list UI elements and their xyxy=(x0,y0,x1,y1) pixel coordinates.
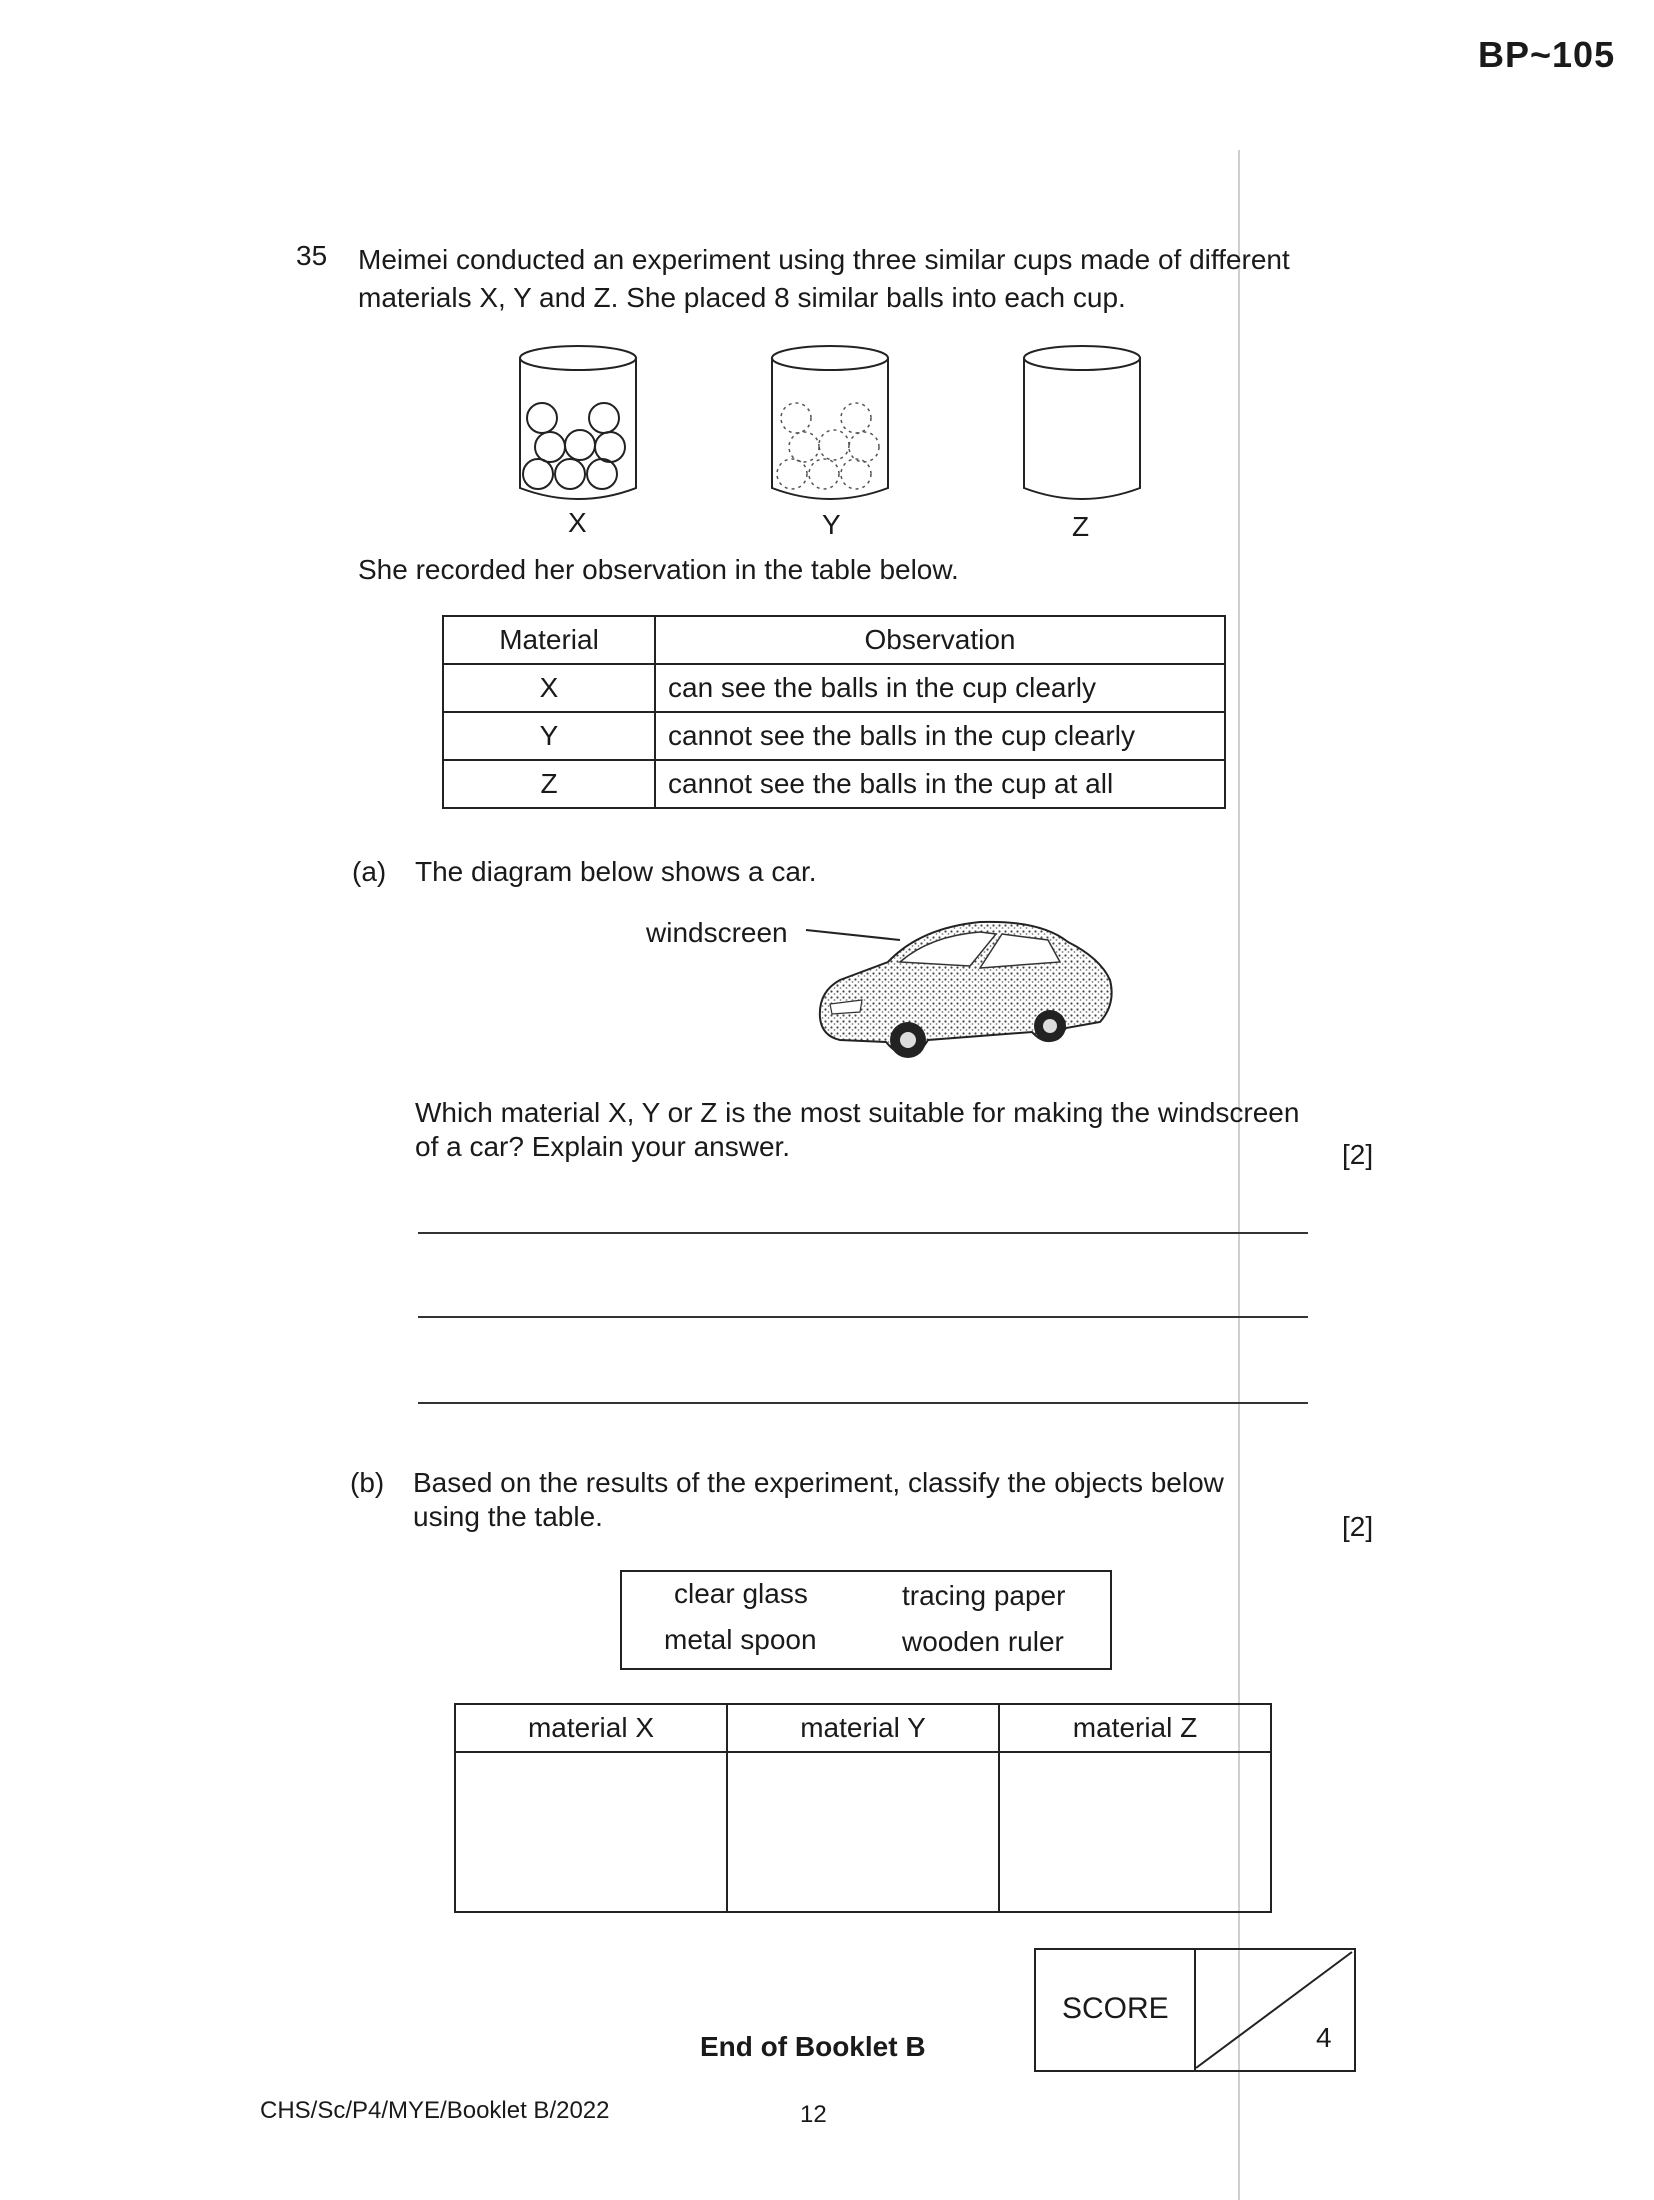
part-a-label: (a) xyxy=(352,856,387,887)
header-material: Material xyxy=(443,616,655,664)
part-b-text-line2: using the table. xyxy=(413,1501,603,1532)
question-intro-line2: materials X, Y and Z. She placed 8 similar balls into each cup. xyxy=(358,282,1126,313)
page-number: 12 xyxy=(800,2101,827,2128)
classification-header-row xyxy=(455,1704,1271,1752)
answer-line-2[interactable] xyxy=(418,1316,1308,1318)
part-a-marks: [2] xyxy=(1342,1139,1374,1170)
row-material: Y xyxy=(443,712,655,760)
classification-table xyxy=(454,1703,1272,1913)
part-a-text: The diagram below shows a car. xyxy=(415,856,817,887)
header-observation: Observation xyxy=(655,616,1225,664)
header-material-x: material X xyxy=(455,1704,727,1752)
cup-z xyxy=(1024,346,1140,499)
row-observation: cannot see the balls in the cup at all xyxy=(655,760,1225,808)
row-material: X xyxy=(443,664,655,712)
header-material-y: material Y xyxy=(727,1704,999,1752)
answer-cell-material-x[interactable] xyxy=(455,1752,727,1912)
question-intro-line1: Meimei conducted an experiment using three similar cups made of different xyxy=(358,244,1290,275)
part-b-label: (b) xyxy=(350,1467,385,1498)
windscreen-pointer xyxy=(806,930,900,940)
score-total: 4 xyxy=(1316,2022,1332,2053)
row-observation: can see the balls in the cup clearly xyxy=(655,664,1225,712)
object-item: clear glass xyxy=(674,1578,808,1609)
cup-y xyxy=(772,346,888,499)
end-of-booklet: End of Booklet B xyxy=(700,2031,926,2062)
answer-line-3[interactable] xyxy=(418,1402,1308,1404)
answer-line-1[interactable] xyxy=(418,1232,1308,1234)
cup-label-x: X xyxy=(568,507,587,538)
answer-cell-material-z[interactable] xyxy=(999,1752,1271,1912)
object-item: tracing paper xyxy=(902,1580,1066,1611)
object-item: metal spoon xyxy=(664,1624,817,1655)
observation-table xyxy=(442,615,1226,809)
question-number: 35 xyxy=(296,240,328,271)
windscreen-label: windscreen xyxy=(646,917,788,948)
footer-code: CHS/Sc/P4/MYE/Booklet B/2022 xyxy=(260,2097,610,2124)
classification-answer-row xyxy=(455,1752,1271,1912)
table-row xyxy=(443,664,1225,712)
part-a-question-line2: of a car? Explain your answer. xyxy=(415,1131,791,1162)
table-intro: She recorded her observation in the table below. xyxy=(358,554,959,585)
objects-box xyxy=(620,1570,1112,1670)
part-a-question-line1: Which material X, Y or Z is the most suitable for making the windscreen xyxy=(415,1097,1300,1128)
answer-cell-material-y[interactable] xyxy=(727,1752,999,1912)
header-material-z: material Z xyxy=(999,1704,1271,1752)
score-box xyxy=(1034,1948,1356,2072)
observation-table-header xyxy=(443,616,1225,664)
part-b-text-line1: Based on the results of the experiment, classify the objects below xyxy=(413,1467,1224,1498)
table-row xyxy=(443,712,1225,760)
score-label: SCORE xyxy=(1062,1992,1169,2025)
part-b-marks: [2] xyxy=(1342,1511,1374,1542)
cup-label-z: Z xyxy=(1072,511,1090,542)
row-observation: cannot see the balls in the cup clearly xyxy=(655,712,1225,760)
cup-x xyxy=(520,346,636,499)
car-illustration xyxy=(800,900,1130,1080)
table-row xyxy=(443,760,1225,808)
row-material: Z xyxy=(443,760,655,808)
object-item: wooden ruler xyxy=(902,1626,1064,1657)
booklet-code: BP~105 xyxy=(1478,34,1616,75)
cup-label-y: Y xyxy=(822,509,841,540)
